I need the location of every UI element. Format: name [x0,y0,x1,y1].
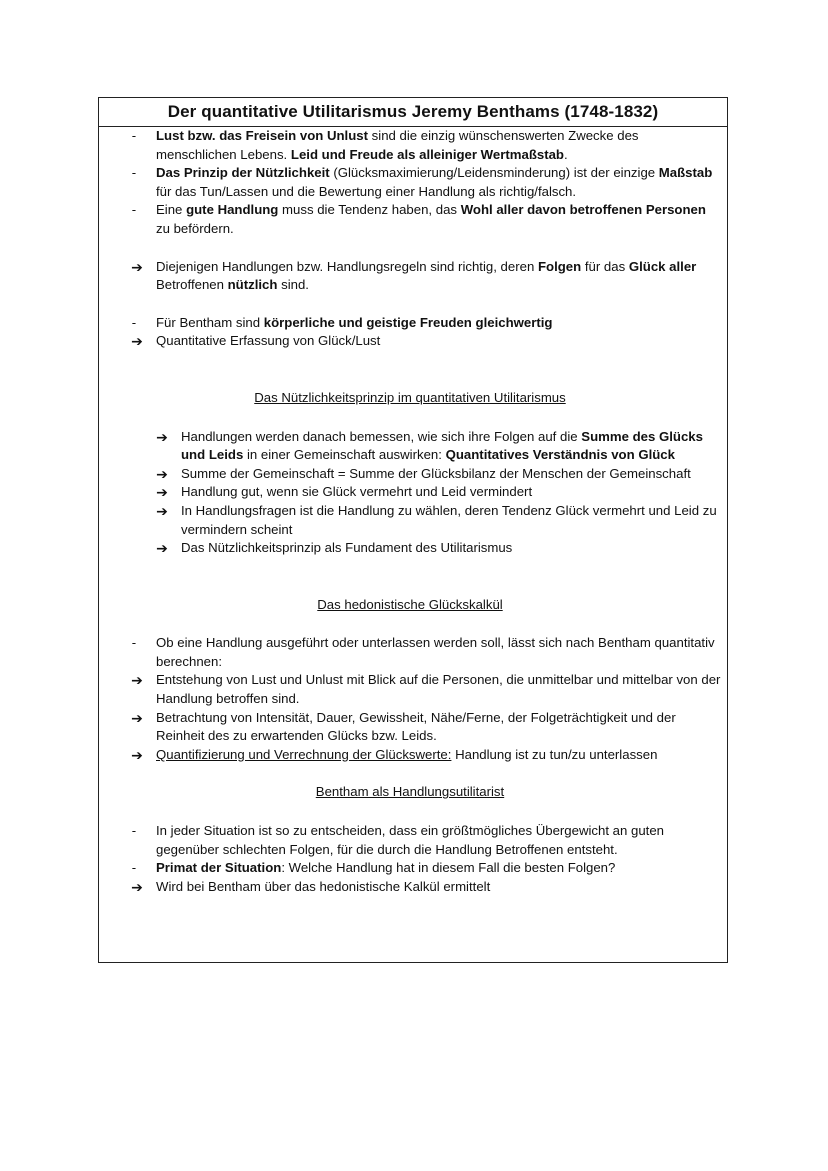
list-item-jede-situation: - In jeder Situation ist so zu entscheiden, dass ein größtmögliches Übergewicht an guten gegenüber schlechten Folgen, für die durch die Handlung Betroffenen entsteht. [99,822,721,859]
dash-bullet: - [131,823,137,839]
dash-bullet: - [131,165,137,181]
dash-bullet: - [131,128,137,143]
dash-bullet: - [131,635,137,651]
arrow-right-icon: ➔ [131,672,143,689]
document-frame [98,97,728,963]
list-item-gute-handlung: - Eine gute Handlung muss die Tendenz haben, das Wohl aller davon betroffenen Personen zu befördern. [99,201,721,238]
document-content [99,127,727,896]
arrow-right-icon: ➔ [131,333,143,350]
list-item-summe: ➔ Handlungen werden danach bemessen, wie sich ihre Folgen auf die Summe des Glücks und Leids in einer Gemeinschaft auswirken: Quantitatives Verständnis von Glück [156,428,703,463]
dash-bullet: - [131,202,137,218]
list-item-entstehung: ➔ Entstehung von Lust und Unlust mit Blick auf die Personen, die unmittelbar und mittelbar von der Handlung betroffen sind. [131,672,721,707]
arrow-right-icon: ➔ [156,465,168,482]
section-heading-gluckskalkuel: Das hedonistische Glückskalkül [317,596,503,612]
list-item-betrachtung: ➔ Betrachtung von Intensität, Dauer, Gewissheit, Nähe/Ferne, der Folgeträchtigkeit und der Reinheit des zu erwartenden Glücks bzw. Leids. [131,709,676,744]
arrow-right-icon: ➔ [131,878,143,895]
dash-bullet: - [131,314,137,330]
dash-bullet: - [131,860,137,876]
list-item-handlung-gut: ➔ Handlung gut, wenn sie Glück vermehrt und Leid vermindert [156,484,533,501]
list-item-summe-gemeinschaft: ➔ Summe der Gemeinschaft = Summe der Glücksbilanz der Menschen der Gemeinschaft [156,465,691,482]
section-heading-nuetzlichkeitsprinzip: Das Nützlichkeitsprinzip im quantitativen Utilitarismus [254,389,566,405]
arrow-right-icon: ➔ [156,540,168,557]
page-title: Der quantitative Utilitarismus Jeremy Benthams (1748-1832) [99,98,727,127]
list-item-primat: - Primat der Situation: Welche Handlung hat in diesem Fall die besten Folgen? [99,859,721,878]
section-heading-handlungsutilitarist: Bentham als Handlungsutilitarist [315,784,505,800]
list-item-quantitative-erfassung: ➔ Quantitative Erfassung von Glück/Lust [131,333,381,350]
list-item-quantifizierung: ➔ Quantifizierung und Verrechnung der Glückswerte: Handlung ist zu tun/zu unterlassen [131,746,658,763]
list-item-richtige-handlungen: ➔ Diejenigen Handlungen bzw. Handlungsregeln sind richtig, deren Folgen für das Glück aller Betroffenen nützlich sind. [131,258,697,293]
list-item-fundament: ➔ Das Nützlichkeitsprinzip als Fundament des Utilitarismus [156,540,513,557]
list-item-prinzip: - Das Prinzip der Nützlichkeit (Glücksmaximierung/Leidensminderung) ist der einzige Maßstab für das Tun/Lassen und die Bewertung einer Handlung als richtig/falsch. [99,164,721,201]
arrow-right-icon: ➔ [156,484,168,501]
arrow-right-icon: ➔ [156,502,168,519]
arrow-right-icon: ➔ [131,709,143,726]
list-item-freuden: - Für Bentham sind körperliche und geistige Freuden gleichwertig [99,314,721,333]
list-item-lust: - Lust bzw. das Freisein von Unlust sind die einzig wünschenswerten Zwecke des menschlichen Lebens. Leid und Freude als alleiniger Wertmaßstab. [99,127,721,164]
list-item-kalkuel: ➔ Wird bei Bentham über das hedonistische Kalkül ermittelt [131,878,491,895]
arrow-right-icon: ➔ [131,746,143,763]
arrow-right-icon: ➔ [131,258,143,275]
arrow-right-icon: ➔ [156,428,168,445]
list-item-handlungsfragen: ➔ In Handlungsfragen ist die Handlung zu wählen, deren Tendenz Glück vermehrt und Leid zu vermindern scheint [156,502,717,537]
list-item-berechnen: - Ob eine Handlung ausgeführt oder unterlassen werden soll, lässt sich nach Bentham quantitativ berechnen: [99,634,721,671]
